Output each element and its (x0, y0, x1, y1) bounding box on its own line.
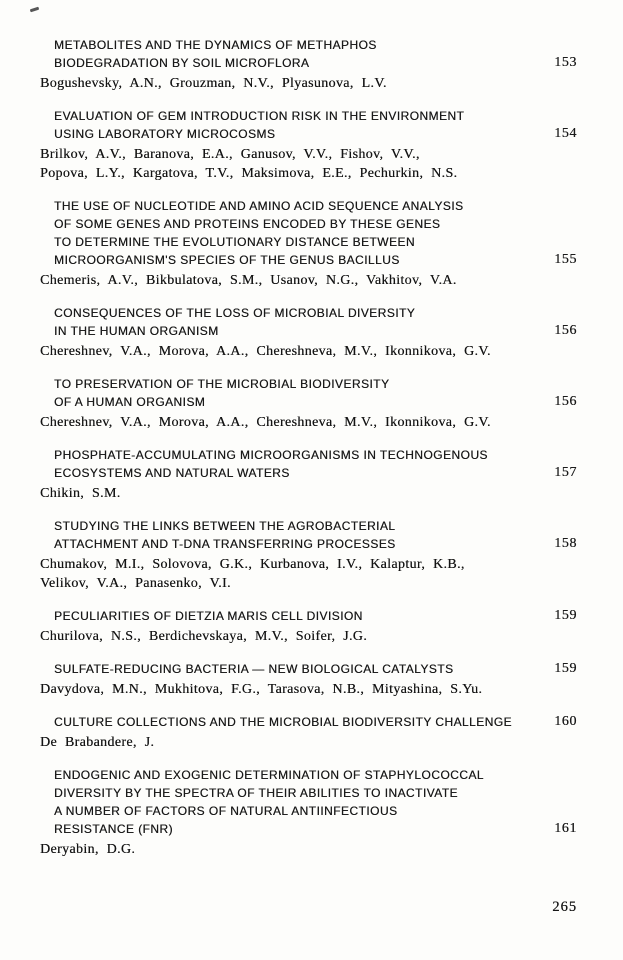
entry-title-line (40, 125, 577, 143)
toc-entry (40, 660, 577, 699)
toc-entry (40, 713, 577, 752)
toc-entry (40, 517, 577, 593)
page-number: 265 (552, 899, 577, 915)
entry-title-text: ATTACHMENT AND T-DNA TRANSFERRING PROCESSES (54, 537, 396, 551)
entry-author-line: Velikov, V.A., Panasenko, V.I. (40, 576, 231, 591)
entry-title-line (40, 766, 577, 784)
entry-author-line: Chereshnev, V.A., Morova, A.A., Chereshneva, M.V., Ikonnikova, G.V. (40, 344, 491, 359)
entry-title-line (40, 304, 577, 322)
entry-author-line: Chemeris, A.V., Bikbulatova, S.M., Usanov, N.G., Vakhitov, V.A. (40, 273, 457, 288)
entry-title-text: OF SOME GENES AND PROTEINS ENCODED BY THESE GENES (54, 217, 441, 231)
entry-page-number: 155 (554, 252, 577, 267)
entry-title-line (40, 607, 577, 625)
entry-authors (40, 342, 577, 361)
toc-entry (40, 36, 577, 93)
toc-entry (40, 766, 577, 859)
entry-title-text: USING LABORATORY MICROCOSMS (54, 127, 276, 141)
entry-title-line (40, 54, 577, 72)
entry-author-line: Brilkov, A.V., Baranova, E.A., Ganusov, V.V., Fishov, V.V., (40, 147, 420, 162)
entry-title-text: PHOSPHATE-ACCUMULATING MICROORGANISMS IN TECHNOGENOUS (54, 448, 488, 462)
entry-page-number: 153 (554, 55, 577, 70)
entry-title-line (40, 660, 577, 678)
entry-authors (40, 840, 577, 859)
entry-title-line (40, 197, 577, 215)
entry-title-text: ECOSYSTEMS AND NATURAL WATERS (54, 466, 290, 480)
entry-authors (40, 627, 577, 646)
entry-authors (40, 271, 577, 290)
toc-entry (40, 304, 577, 361)
entry-title-text: CONSEQUENCES OF THE LOSS OF MICROBIAL DIVERSITY (54, 306, 416, 320)
entry-title-line (40, 107, 577, 125)
entry-title-line (40, 446, 577, 464)
entry-title-line (40, 215, 577, 233)
entry-title-text: TO DETERMINE THE EVOLUTIONARY DISTANCE BETWEEN (54, 235, 415, 249)
entry-author-line: Popova, L.Y., Kargatova, T.V., Maksimova, E.E., Pechurkin, N.S. (40, 166, 458, 181)
entry-title-text: A NUMBER OF FACTORS OF NATURAL ANTIINFECTIOUS (54, 804, 398, 818)
toc-entry (40, 607, 577, 646)
toc-entry (40, 107, 577, 183)
entry-page-number: 159 (554, 608, 577, 623)
entry-title-text: OF A HUMAN ORGANISM (54, 395, 206, 409)
entry-title-line (40, 713, 577, 731)
entry-author-line: Deryabin, D.G. (40, 842, 136, 857)
entry-title-line (40, 784, 577, 802)
toc-entry (40, 446, 577, 503)
entry-title-text: TO PRESERVATION OF THE MICROBIAL BIODIVERSITY (54, 377, 390, 391)
entry-title-text: METABOLITES AND THE DYNAMICS OF METHAPHOS (54, 38, 377, 52)
entry-title-line (40, 802, 577, 820)
entry-authors (40, 733, 577, 752)
entry-title-text: IN THE HUMAN ORGANISM (54, 324, 219, 338)
entry-title-text: PECULIARITIES OF DIETZIA MARIS CELL DIVISION (54, 609, 363, 623)
entry-page-number: 160 (554, 714, 577, 729)
entry-author-line: Bogushevsky, A.N., Grouzman, N.V., Plyasunova, L.V. (40, 76, 387, 91)
entry-author-line: Chikin, S.M. (40, 486, 121, 501)
entry-page-number: 156 (554, 394, 577, 409)
entry-title-text: BIODEGRADATION BY SOIL MICROFLORA (54, 56, 310, 70)
entry-title-text: ENDOGENIC AND EXOGENIC DETERMINATION OF STAPHYLOCOCCAL (54, 768, 484, 782)
entry-title-line (40, 375, 577, 393)
toc-entry (40, 375, 577, 432)
entry-title-text: EVALUATION OF GEM INTRODUCTION RISK IN THE ENVIRONMENT (54, 109, 465, 123)
scan-artifact (30, 7, 39, 13)
entry-authors (40, 145, 577, 183)
entry-title-text: MICROORGANISM'S SPECIES OF THE GENUS BACILLUS (54, 253, 400, 267)
entry-authors (40, 680, 577, 699)
entry-title-text: CULTURE COLLECTIONS AND THE MICROBIAL BIODIVERSITY CHALLENGE (54, 715, 512, 729)
entry-title-text: SULFATE-REDUCING BACTERIA — NEW BIOLOGICAL CATALYSTS (54, 662, 454, 676)
entry-page-number: 156 (554, 323, 577, 338)
entry-title-line (40, 233, 577, 251)
entry-author-line: Davydova, M.N., Mukhitova, F.G., Tarasova, N.B., Mityashina, S.Yu. (40, 682, 483, 697)
toc-entries (40, 36, 577, 859)
entry-title-text: RESISTANCE (FNR) (54, 822, 173, 836)
entry-title-line (40, 464, 577, 482)
entry-title-line (40, 393, 577, 411)
entry-page-number: 159 (554, 661, 577, 676)
toc-entry (40, 197, 577, 290)
entry-title-line (40, 36, 577, 54)
entry-author-line: Chereshnev, V.A., Morova, A.A., Chereshneva, M.V., Ikonnikova, G.V. (40, 415, 491, 430)
entry-page-number: 154 (554, 126, 577, 141)
entry-authors (40, 413, 577, 432)
entry-title-line (40, 517, 577, 535)
entry-author-line: Chumakov, M.I., Solovova, G.K., Kurbanova, I.V., Kalaptur, K.B., (40, 557, 465, 572)
entry-author-line: De Brabandere, J. (40, 735, 155, 750)
entry-title-text: THE USE OF NUCLEOTIDE AND AMINO ACID SEQUENCE ANALYSIS (54, 199, 464, 213)
entry-title-line (40, 820, 577, 838)
entry-authors (40, 484, 577, 503)
entry-title-text: DIVERSITY BY THE SPECTRA OF THEIR ABILITIES TO INACTIVATE (54, 786, 458, 800)
entry-authors (40, 74, 577, 93)
entry-page-number: 157 (554, 465, 577, 480)
entry-page-number: 161 (554, 821, 577, 836)
entry-title-line (40, 535, 577, 553)
entry-authors (40, 555, 577, 593)
entry-title-line (40, 251, 577, 269)
entry-title-line (40, 322, 577, 340)
entry-author-line: Churilova, N.S., Berdichevskaya, M.V., Soifer, J.G. (40, 629, 368, 644)
entry-title-text: STUDYING THE LINKS BETWEEN THE AGROBACTERIAL (54, 519, 396, 533)
entry-page-number: 158 (554, 536, 577, 551)
